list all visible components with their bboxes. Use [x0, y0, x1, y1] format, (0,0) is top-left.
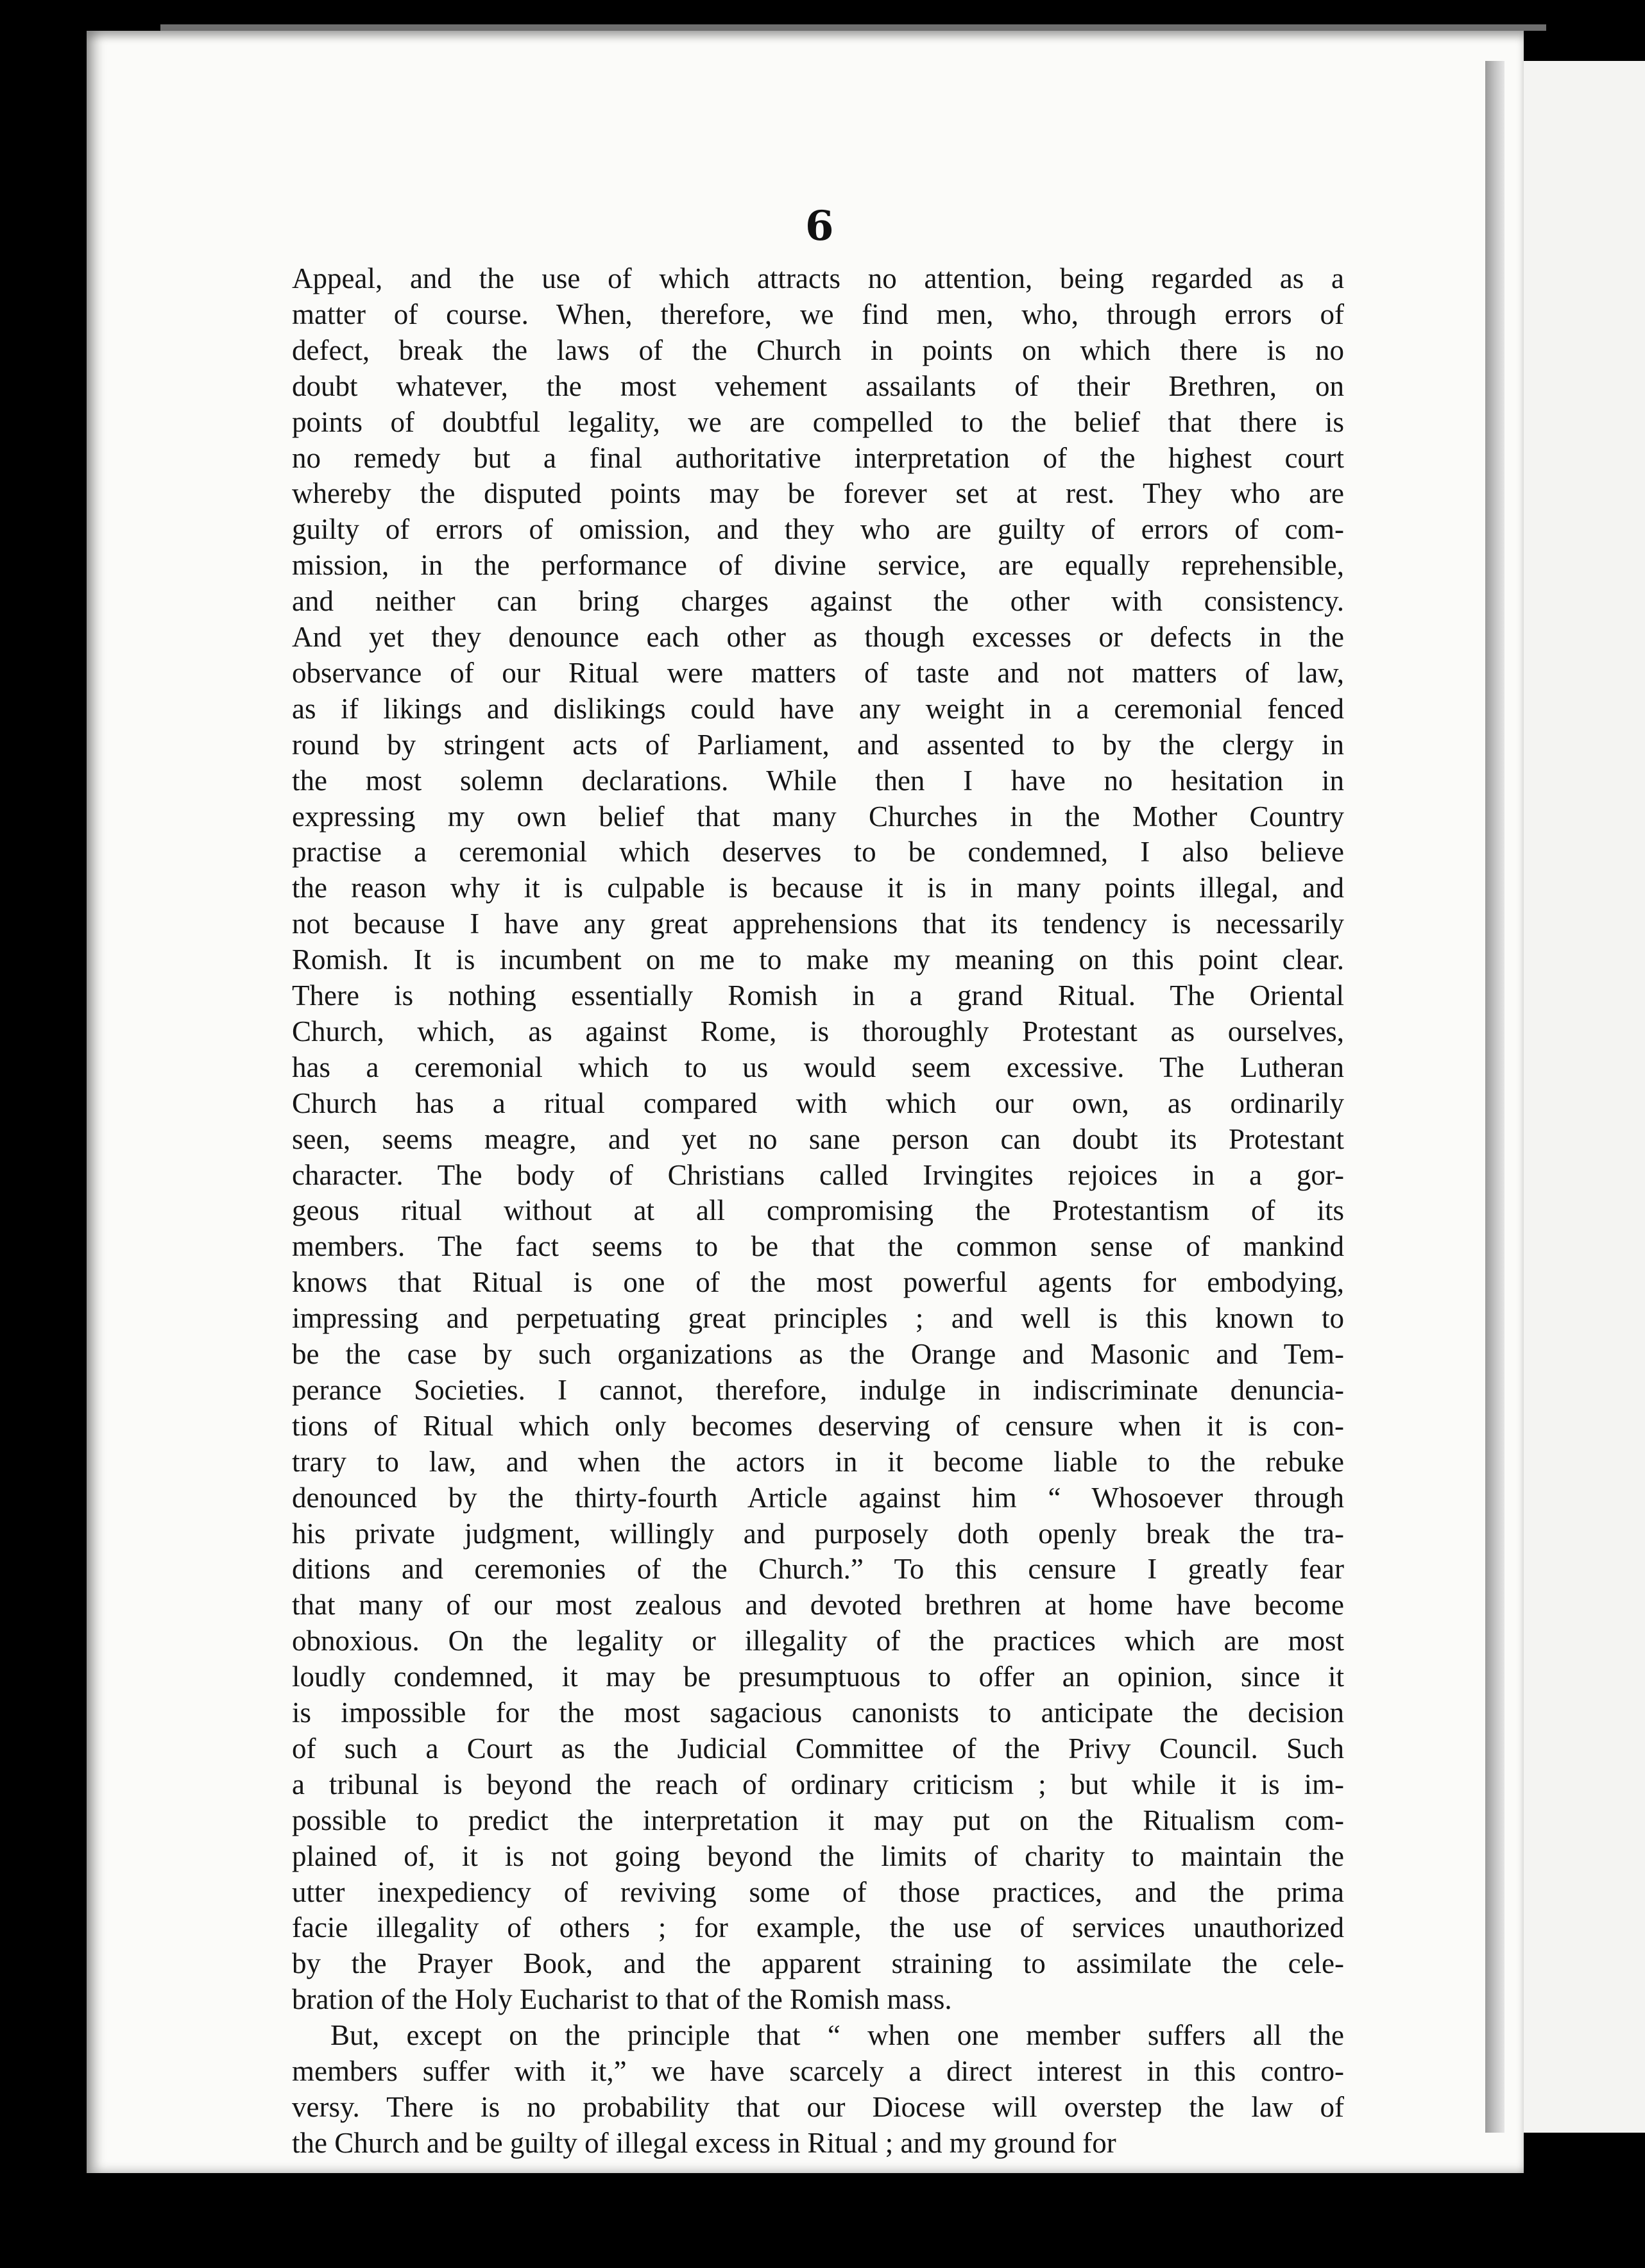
text-line: not because I have any great apprehensions that its tendency is necessarily: [292, 908, 1344, 940]
text-line: the most solemn declarations. While then I have no hesitation in: [292, 764, 1344, 797]
text-line: obnoxious. On the legality or illegality of the practices which are most: [292, 1625, 1344, 1657]
text-line: versy. There is no probability that our Diocese will overstep the law of: [292, 2090, 1344, 2123]
text-line: bration of the Holy Eucharist to that of the Romish mass.: [292, 1983, 952, 2016]
text-line: observance of our Ritual were matters of taste and not matters of law,: [292, 656, 1344, 689]
text-line: Church, which, as against Rome, is thoroughly Protestant as ourselves,: [292, 1015, 1344, 1047]
text-line: Romish. It is incumbent on me to make my meaning on this point clear.: [292, 944, 1344, 976]
text-line: impressing and perpetuating great principles ; and well is this known to: [292, 1302, 1344, 1335]
text-line: utter inexpediency of reviving some of those practices, and the prima: [292, 1875, 1344, 1908]
text-line: perance Societies. I cannot, therefore, indulge in indiscriminate denuncia-: [292, 1373, 1344, 1406]
text-line: character. The body of Christians called Irvingites rejoices in a gor-: [292, 1158, 1344, 1191]
text-line: trary to law, and when the actors in it become liable to the rebuke: [292, 1445, 1344, 1478]
text-line: There is nothing essentially Romish in a grand Ritual. The Oriental: [292, 979, 1344, 1011]
text-line: seen, seems meagre, and yet no sane person can doubt its Protestant: [292, 1122, 1344, 1155]
text-line: his private judgment, willingly and purposely doth openly break the tra-: [292, 1517, 1344, 1550]
text-line: mission, in the performance of divine service, are equally reprehensible,: [292, 549, 1344, 582]
text-line: members. The fact seems to be that the common sense of mankind: [292, 1230, 1344, 1263]
text-line: a tribunal is beyond the reach of ordinary criticism ; but while it is im-: [292, 1768, 1344, 1800]
text-line: matter of course. When, therefore, we find men, who, through errors of: [292, 298, 1344, 330]
text-line: no remedy but a final authoritative interpretation of the highest court: [292, 441, 1344, 474]
text-line: whereby the disputed points may be forever set at rest. They who are: [292, 477, 1344, 510]
text-line: expressing my own belief that many Churches in the Mother Country: [292, 800, 1344, 833]
text-line: guilty of errors of omission, and they who are guilty of errors of com-: [292, 513, 1344, 546]
text-line: of such a Court as the Judicial Committee of the Privy Council. Such: [292, 1732, 1344, 1764]
text-line: plained of, it is not going beyond the limits of charity to maintain the: [292, 1840, 1344, 1872]
text-line: knows that Ritual is one of the most powerful agents for embodying,: [292, 1266, 1344, 1299]
text-line: Church has a ritual compared with which our own, as ordinarily: [292, 1087, 1344, 1119]
text-line: points of doubtful legality, we are compelled to the belief that there is: [292, 405, 1344, 438]
text-line: practise a ceremonial which deserves to be condemned, I also believe: [292, 836, 1344, 868]
text-line: is impossible for the most sagacious canonists to anticipate the decision: [292, 1697, 1344, 1729]
text-line: has a ceremonial which to us would seem excessive. The Lutheran: [292, 1051, 1344, 1083]
text-line: by the Prayer Book, and the apparent straining to assimilate the cele-: [292, 1947, 1344, 1980]
text-line: be the case by such organizations as the Orange and Masonic and Tem-: [292, 1338, 1344, 1370]
text-line: denounced by the thirty-fourth Article against him “ Whosoever through: [292, 1481, 1344, 1514]
page-top-edge: [160, 24, 1546, 31]
text-line: facie illegality of others ; for example, the use of services unauthorized: [292, 1911, 1344, 1944]
text-line: that many of our most zealous and devoted brethren at home have become: [292, 1589, 1344, 1621]
text-line: as if likings and dislikings could have any weight in a ceremonial fenced: [292, 692, 1344, 725]
text-line: possible to predict the interpretation it may put on the Ritualism com-: [292, 1804, 1344, 1836]
text-line: defect, break the laws of the Church in points on which there is no: [292, 334, 1344, 366]
text-line: But, except on the principle that “ when one member suffers all the: [330, 2019, 1344, 2052]
page-number: 6: [805, 202, 834, 250]
text-line: loudly condemned, it may be presumptuous to offer an opinion, since it: [292, 1661, 1344, 1693]
text-line: members suffer with it,” we have scarcely a direct interest in this contro-: [292, 2055, 1344, 2087]
text-line: geous ritual without at all compromising the Protestantism of its: [292, 1194, 1344, 1227]
text-line: the reason why it is culpable is because it is in many points illegal, and: [292, 872, 1344, 904]
text-line: doubt whatever, the most vehement assailants of their Brethren, on: [292, 369, 1344, 402]
page-gutter: [1485, 61, 1504, 2133]
text-line: round by stringent acts of Parliament, and assented to by the clergy in: [292, 728, 1344, 761]
text-line: ditions and ceremonies of the Church.” To this censure I greatly fear: [292, 1553, 1344, 1586]
text-line: tions of Ritual which only becomes deserving of censure when it is con-: [292, 1409, 1344, 1442]
text-line: Appeal, and the use of which attracts no attention, being regarded as a: [292, 262, 1344, 294]
text-line: and neither can bring charges against the other with consistency.: [292, 585, 1344, 618]
text-line: the Church and be guilty of illegal excess in Ritual ; and my ground for: [292, 2126, 1116, 2159]
text-line: And yet they denounce each other as though excesses or defects in the: [292, 621, 1344, 653]
